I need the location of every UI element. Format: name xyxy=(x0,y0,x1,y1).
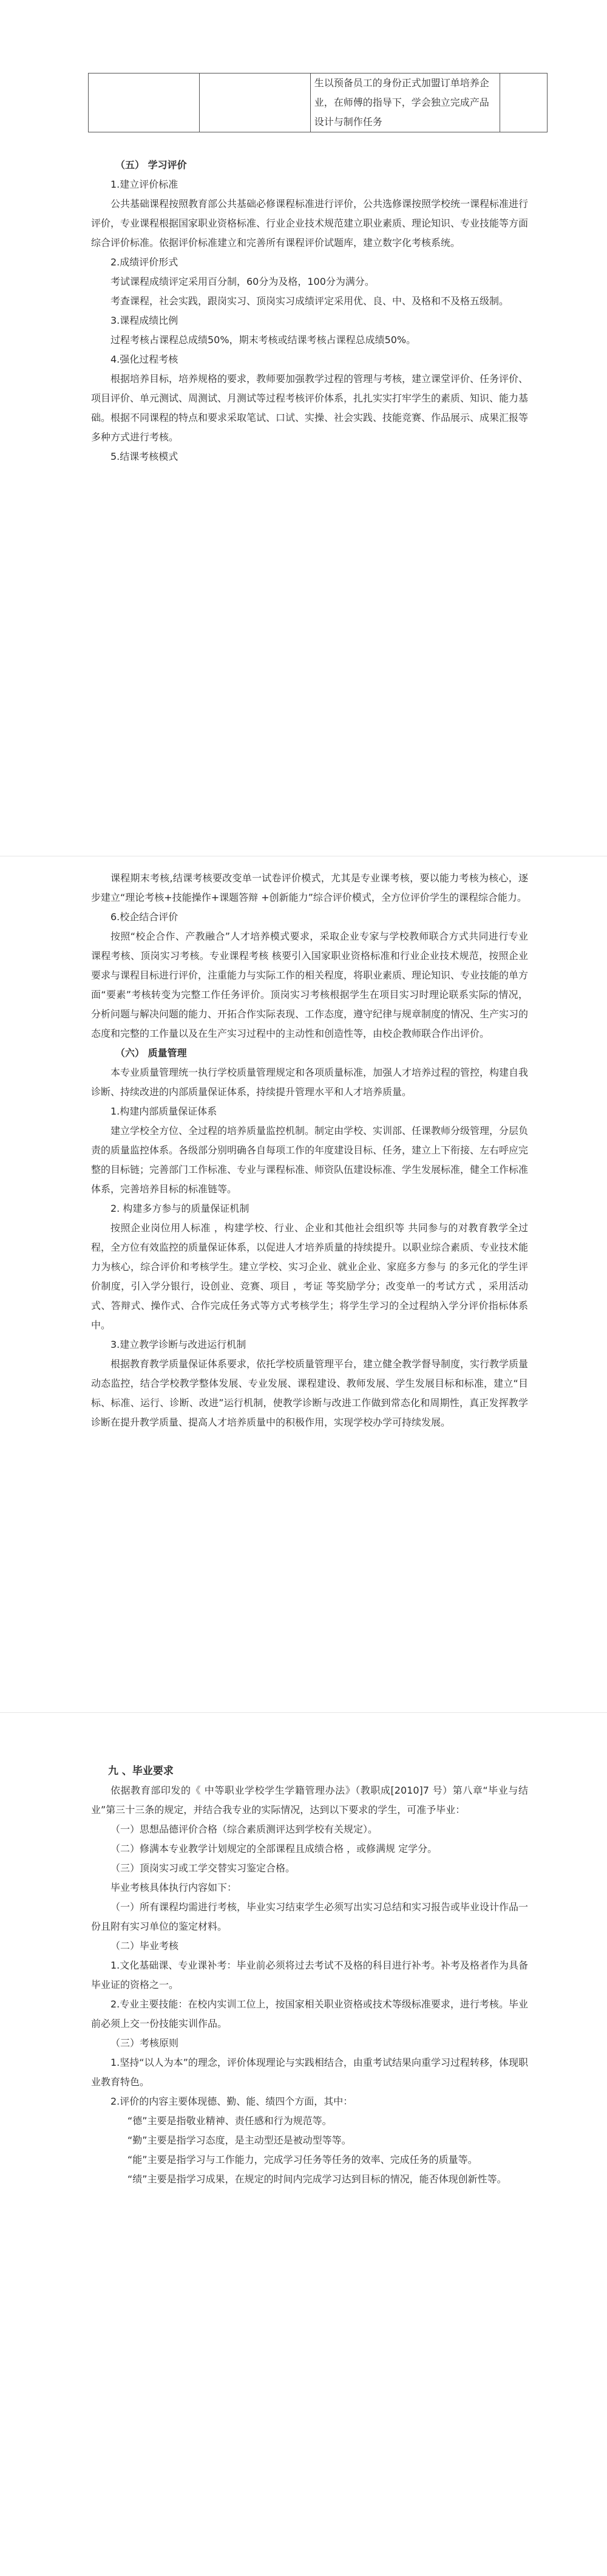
paragraph: 毕业考核具体执行内容如下： xyxy=(110,1882,237,1893)
paragraph: 按照“校企合作、产教融合”人才培养模式要求，采取企业专家与学校教师联合方式共同进行专业课程考核、顶岗实习考核。专业课程考核 核要引入国家职业资格标准和行业企业技术规范，按照企业要求与课程目标进行评价，注重能力与实际工作的相关程度，将职业素质、理论知识、专业技能的单方面“要素”考核转变为完整工作任务评价。顶岗实习考核根据学生在项目实习时理论联系实际的情况，分析问题与解决问题的能力、开拓合作实际表现、工作态度，遵守纪律与规章制度的情况、生产实习的态度和完整的工作量以及在生产实习过程中的主动性和创造性等，由校企教师联合作出评价。 xyxy=(91,931,529,1039)
table-row xyxy=(89,73,548,132)
paragraph: （二）修满本专业教学计划规定的全部课程且成绩合格 ，或修满规 定学分。 xyxy=(110,1843,438,1854)
paragraph: 课程期末考核,结课考核要改变单一试卷评价模式，尤其是专业课考核，要以能力考核为核心，逐步建立“理论考核+技能操作+课题答辩 +创新能力”综合评价模式，全方位评价学生的课程综合能力。 xyxy=(91,872,528,903)
page-3-content xyxy=(91,1761,528,2189)
paragraph: （一）思想品德评价合格（综合素质测评达到学校有关规定）。 xyxy=(110,1823,378,1835)
table-cell-empty xyxy=(89,73,200,132)
paragraph: 依据教育部印发的《 中等职业学校学生学籍管理办法》（教职成[2010]7 号）第八章“毕业与结业”第三十三条的规定，并结合我专业的实际情况，达到以下要求的学生，可准予毕业： xyxy=(91,1785,528,1816)
paragraph: 公共基础课程按照教育部公共基础必修课程标准进行评价，公共选修课按照学校统一课程标准进行评价，专业课程根据国家职业资格标准、行业企业技术规范建立职业素质、理论知识、专业技能等方面综合评价标准。依据评价标准建立和完善所有课程评价试题库，建立数字化考核系统。 xyxy=(91,198,529,248)
table-cell-empty xyxy=(199,73,310,132)
paragraph: 1.坚持“以人为本”的理念，评价体现理论与实践相结合，由重考试结果向重学习过程转移，体现职业教育特色。 xyxy=(91,2057,528,2088)
page-2 xyxy=(0,856,607,1713)
paragraph: （三）顶岗实习或工学交替实习鉴定合格。 xyxy=(110,1862,296,1874)
section-title-learning-evaluation: （五） 学习评价 xyxy=(115,159,187,171)
table-cell-empty xyxy=(500,73,548,132)
paragraph: 3.课程成绩比例 xyxy=(110,315,178,326)
paragraph: 1.构建内部质量保证体系 xyxy=(110,1105,217,1117)
paragraph: “勤”主要是指学习态度，是主动型还是被动型等等。 xyxy=(127,2134,351,2146)
paragraph: 按照企业岗位用人标准 ，构建学校、行业、企业和其他社会组织等 共同参与的对教育教学全过程，全方位有效监控的质量保证体系，以促进人才培养质量的持续提升。以职业综合素质、专业技术能力为核心，综合评价和考核学生。建立学校、实习企业、就业企业、家庭多方参与 的多元化的学生评价制度，引入学分银行，设创业、竞赛、项目 ，考证 等奖励学分；改变单一的考试方式 ，采用活动式、答辩式、操作式、合作完成任务式等方式考核学生；将学生学习的全过程纳入学分评价指标体系中。 xyxy=(91,1222,529,1331)
paragraph: 2.成绩评价形式 xyxy=(110,256,178,268)
paragraph: 考查课程，社会实践，跟岗实习、顶岗实习成绩评定采用优、良、中、及格和不及格五级制。 xyxy=(110,295,509,307)
paragraph: （二）毕业考核 xyxy=(110,1940,179,1952)
page-1 xyxy=(0,0,607,856)
paragraph: 2.评价的内容主要体现德、勤、能、绩四个方面，其中： xyxy=(110,2096,353,2107)
chapter-title-graduation: 九 、毕业要求 xyxy=(108,1765,174,1777)
section-title-quality-management: （六） 质量管理 xyxy=(115,1047,187,1059)
paragraph: 5.结课考核模式 xyxy=(110,451,178,462)
paragraph: “能”主要是指学习与工作能力，完成学习任务等任务的效率、完成任务的质量等。 xyxy=(127,2154,478,2165)
paragraph: 1.文化基础课、专业课补考：毕业前必须将过去考试不及格的科目进行补考。补考及格者作为具备毕业证的资格之一。 xyxy=(91,1959,528,1990)
training-table xyxy=(88,73,548,132)
paragraph: 建立学校全方位、全过程的培养质量监控机制。制定由学校、实训部、任课教师分级管理，分层负责的质量监控体系。各级部分别明确各自每项工作的年度建设目标、任务，建立上下衔接、左右呼应完整的目标链；完善部门工作标准、专业与课程标准、师资队伍建设标准、学生发展标准，健全工作标准体系，完善培养目标的标准链等。 xyxy=(91,1125,529,1195)
paragraph: （三）考核原则 xyxy=(110,2037,179,2049)
paragraph: “德”主要是指敬业精神、责任感和行为规范等。 xyxy=(127,2115,332,2127)
page-1-content xyxy=(91,155,528,466)
page-2-content xyxy=(91,869,528,1432)
table-cell-text: 生以预备员工的身份正式加盟订单培养企业，在师傅的指导下，学会独立完成产品设计与制作任务 xyxy=(310,73,500,132)
paragraph: 1.建立评价标准 xyxy=(110,179,178,190)
paragraph: 根据教育教学质量保证体系要求，依托学校质量管理平台，建立健全教学督导制度，实行教学质量动态监控，结合学校教学整体发展、专业发展、课程建设、教师发展、学生发展目标和标准，建立“目标、标准、运行、诊断、改进”运行机制，使教学诊断与改进工作做到常态化和周期性，真正发挥教学诊断在提升教学质量、提高人才培养质量中的积极作用，实现学校办学可持续发展。 xyxy=(91,1358,529,1428)
paragraph: 2. 构建多方参与的质量保证机制 xyxy=(110,1203,249,1214)
paragraph: 考试课程成绩评定采用百分制，60分为及格，100分为满分。 xyxy=(110,276,375,287)
paragraph: 4.强化过程考核 xyxy=(110,354,178,365)
paragraph: 过程考核占课程总成绩50%，期末考核或结课考核占课程总成绩50%。 xyxy=(110,334,416,346)
paragraph: 6.校企结合评价 xyxy=(110,911,178,923)
paragraph: （一）所有课程均需进行考核，毕业实习结束学生必须写出实习总结和实习报告或毕业设计作品一份且附有实习单位的鉴定材料。 xyxy=(91,1901,529,1932)
paragraph: 2.专业主要技能：在校内实训工位上，按国家相关职业资格或技术等级标准要求，进行考核。毕业前必须上交一份技能实训作品。 xyxy=(91,1998,528,2029)
paragraph: “绩”主要是指学习成果，在规定的时间内完成学习达到目标的情况，能否体现创新性等。 xyxy=(127,2173,507,2185)
paragraph: 根据培养目标，培养规格的要求，教师要加强教学过程的管理与考核，建立课堂评价、任务评价、项目评价、单元测试、周测试、月测试等过程考核评价体系，扎扎实实打牢学生的素质、知识、能力基础。根据不同课程的特点和要求采取笔试、口试、实操、社会实践、技能竞赛、作品展示、成果汇报等多种方式进行考核。 xyxy=(91,373,529,443)
page-3 xyxy=(0,1713,607,2576)
paragraph: 3.建立教学诊断与改进运行机制 xyxy=(110,1339,246,1350)
paragraph: 本专业质量管理统一执行学校质量管理规定和各项质量标准，加强人才培养过程的管控，构建自我诊断、持续改进的内部质量保证体系，持续提升管理水平和人才培养质量。 xyxy=(91,1067,529,1098)
